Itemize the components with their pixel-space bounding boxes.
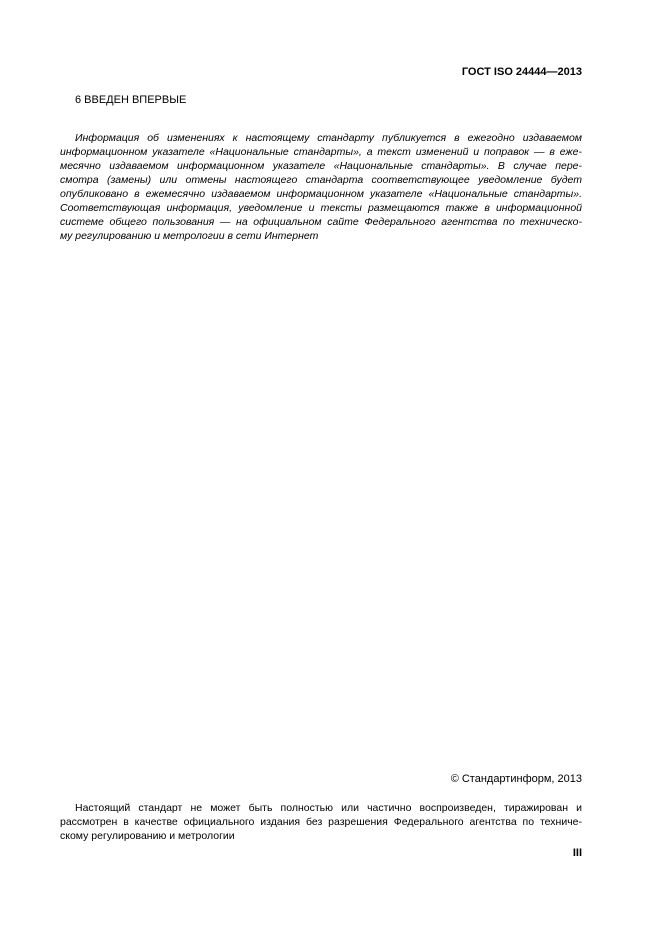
paragraph-line: му регулированию и метрологии в сети Интернет <box>60 230 319 242</box>
paragraph-line: опубликовано в ежемесячно издаваемом информационном указателе «Национальные стандарты». <box>60 188 582 200</box>
paragraph-line: Соответствующая информация, уведомление и тексты размещаются также в информационной <box>60 202 582 214</box>
standard-code-header: ГОСТ ISO 24444—2013 <box>461 66 582 78</box>
section-introduced-first-time: 6 ВВЕДЕН ВПЕРВЫЕ <box>75 94 187 106</box>
amendments-info-paragraph <box>60 131 582 243</box>
notice-line: скому регулированию и метрологии <box>60 830 235 842</box>
page-number: III <box>572 847 582 859</box>
paragraph-line: системе общего пользования — на официальном сайте Федерального агентства по техническо- <box>60 216 582 228</box>
copyright-notice: © Стандартинформ, 2013 <box>450 773 582 785</box>
paragraph-line: Информация об изменениях к настоящему стандарту публикуется в ежегодно издаваемом <box>75 132 582 144</box>
paragraph-line: информационном указателе «Национальные стандарты», а текст изменений и поправок — в еже- <box>60 146 582 158</box>
reproduction-notice-paragraph <box>60 801 582 843</box>
notice-line: рассмотрен в качестве официального издания без разрешения Федерального агентства по техниче- <box>60 816 582 828</box>
notice-line: Настоящий стандарт не может быть полностью или частично воспроизведен, тиражирован и <box>75 802 582 814</box>
paragraph-line: месячно издаваемом информационном указателе «Национальные стандарты». В случае пере- <box>60 160 582 172</box>
paragraph-line: смотра (замены) или отмены настоящего стандарта соответствующее уведомление будет <box>60 174 582 186</box>
